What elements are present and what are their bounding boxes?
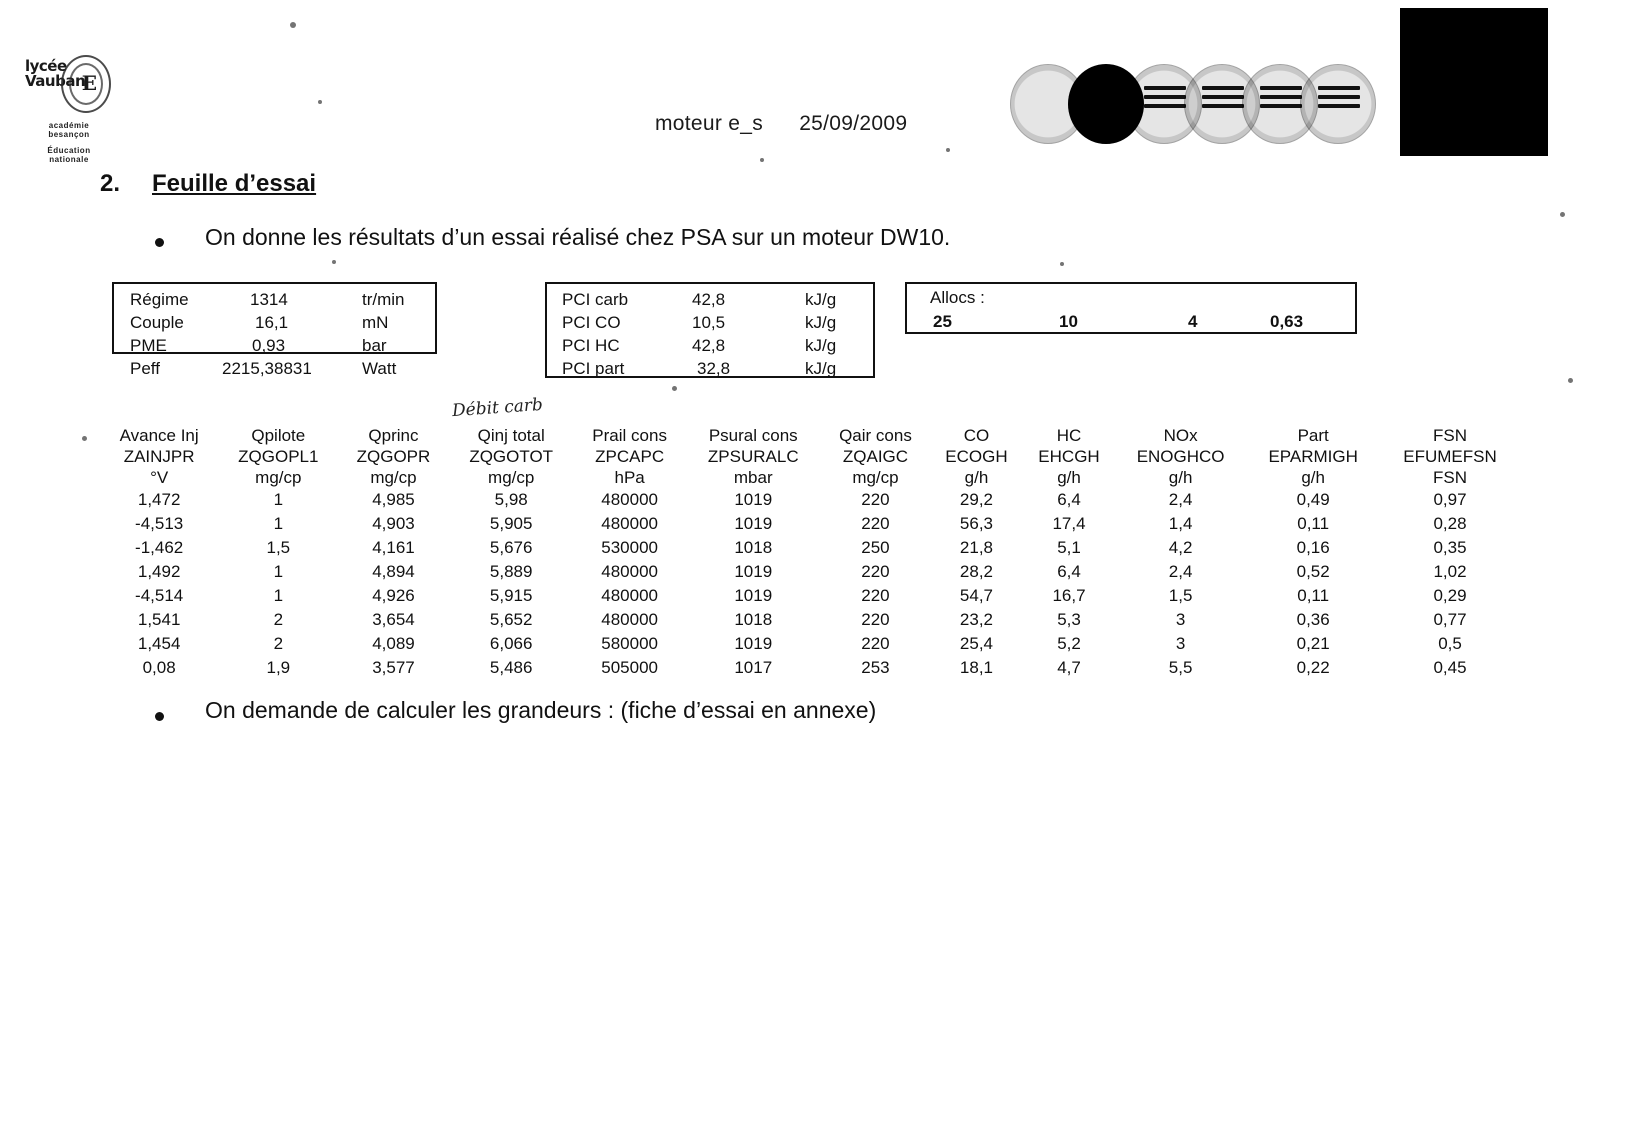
cell: 220 — [861, 634, 890, 653]
cell: 1,5 — [266, 538, 291, 557]
col-name-6: Qair cons — [839, 426, 912, 445]
col-name-9: NOx — [1163, 426, 1198, 445]
cell: 6,4 — [1057, 562, 1081, 581]
cell: 1017 — [734, 658, 773, 677]
intro-text: On donne les résultats d’un essai réalisé chez PSA sur un moteur DW10. — [205, 224, 951, 250]
cell: 220 — [861, 586, 890, 605]
pci-label-hc: PCI HC — [562, 336, 620, 355]
logo-subtitle-education: Éducation nationale — [47, 146, 91, 164]
scan-speck — [1060, 262, 1064, 266]
logo-subtitle-academie: académie besançon — [48, 121, 90, 139]
cell: 5,652 — [489, 610, 533, 629]
scan-speck — [1560, 212, 1565, 217]
col-code-4: ZPCAPC — [595, 447, 665, 466]
cell: 54,7 — [959, 586, 994, 605]
scan-speck — [672, 386, 677, 391]
cell: -4,513 — [135, 514, 184, 533]
cell: 480000 — [601, 610, 658, 629]
cell: 5,889 — [489, 562, 533, 581]
cell: 4,926 — [372, 586, 415, 605]
cell: 480000 — [601, 514, 658, 533]
col-name-7: CO — [963, 426, 990, 445]
col-name-8: HC — [1056, 426, 1082, 445]
cell: 0,5 — [1438, 634, 1462, 653]
scan-circle-6 — [1300, 64, 1376, 144]
cell: 0,29 — [1433, 586, 1467, 605]
cell: 1018 — [734, 538, 773, 557]
col-unit-1: mg/cp — [255, 468, 302, 487]
cell: 1,4 — [1168, 514, 1193, 533]
scan-speck — [290, 22, 296, 28]
col-name-4: Prail cons — [592, 426, 667, 445]
pci-value-hc: 42,8 — [692, 336, 726, 355]
table-body — [100, 488, 1520, 680]
bullet-icon — [155, 238, 164, 247]
logo-emblem — [23, 55, 115, 117]
cell: 0,11 — [1297, 514, 1330, 533]
col-code-6: ZQAIGC — [842, 447, 909, 466]
cell: 1,5 — [1168, 586, 1193, 605]
cell: 1 — [273, 586, 284, 605]
pci-unit-carb: kJ/g — [805, 290, 837, 309]
allocs-value-2: 10 — [1059, 312, 1078, 331]
cell: 5,676 — [489, 538, 533, 557]
cell: 5,3 — [1057, 610, 1081, 629]
scan-speck — [946, 148, 950, 152]
cell: 1 — [273, 514, 284, 533]
pci-value-carb: 42,8 — [692, 290, 726, 309]
cell: 1,472 — [137, 490, 181, 509]
col-code-11: EFUMEFSN — [1403, 447, 1497, 466]
cell: 253 — [861, 658, 890, 677]
scan-speck — [318, 100, 322, 104]
table-row — [100, 584, 1520, 608]
cell: 4,985 — [372, 490, 415, 509]
col-name-11: FSN — [1433, 426, 1468, 445]
cell: 23,2 — [959, 610, 994, 629]
col-unit-2: mg/cp — [370, 468, 417, 487]
cell: 220 — [861, 514, 890, 533]
pci-unit-part: kJ/g — [805, 359, 837, 378]
cell: 1,9 — [266, 658, 291, 677]
cell: 4,903 — [372, 514, 415, 533]
cell: 0,11 — [1297, 586, 1330, 605]
col-code-8: EHCGH — [1038, 447, 1100, 466]
col-name-5: Psural cons — [708, 426, 798, 445]
cell: 5,1 — [1057, 538, 1081, 557]
cell: 21,8 — [959, 538, 994, 557]
cell: 1018 — [734, 610, 773, 629]
cell: 5,486 — [489, 658, 533, 677]
cell: 6,4 — [1057, 490, 1081, 509]
cell: 3 — [1175, 634, 1186, 653]
cell: 1019 — [734, 586, 773, 605]
col-unit-5: mbar — [733, 468, 773, 487]
cell: 0,35 — [1433, 538, 1467, 557]
col-unit-8: g/h — [1057, 468, 1081, 487]
cell: 5,915 — [489, 586, 533, 605]
cell: 56,3 — [959, 514, 994, 533]
pci-label-co: PCI CO — [562, 313, 621, 332]
cell: 18,1 — [959, 658, 994, 677]
cell: 5,2 — [1057, 634, 1081, 653]
cell: 3,577 — [372, 658, 415, 677]
col-code-7: ECOGH — [945, 447, 1008, 466]
cell: 480000 — [601, 586, 658, 605]
cell: 3 — [1175, 610, 1186, 629]
section-number: 2. — [100, 170, 121, 197]
param-label-pme: PME — [130, 336, 167, 355]
cell: 220 — [861, 490, 890, 509]
cell: 0,52 — [1296, 562, 1330, 581]
col-name-10: Part — [1297, 426, 1329, 445]
col-unit-6: mg/cp — [852, 468, 899, 487]
cell: 0,49 — [1296, 490, 1330, 509]
param-value-peff: 2215,38831 — [222, 359, 312, 378]
cell: 480000 — [601, 562, 658, 581]
cell: 2,4 — [1168, 490, 1193, 509]
allocs-value-3: 4 — [1188, 312, 1198, 331]
cell: 480000 — [601, 490, 658, 509]
col-code-3: ZQGOTOT — [469, 447, 554, 466]
cell: 1 — [273, 490, 284, 509]
col-unit-9: g/h — [1168, 468, 1193, 487]
pci-unit-hc: kJ/g — [805, 336, 837, 355]
cell: 2,4 — [1168, 562, 1193, 581]
document-header — [655, 112, 907, 136]
cell: 5,905 — [489, 514, 533, 533]
table-row — [100, 488, 1520, 512]
table-header-codes-row — [100, 446, 1520, 467]
col-code-10: EPARMIGH — [1268, 447, 1358, 466]
col-unit-3: mg/cp — [488, 468, 535, 487]
col-name-1: Qpilote — [251, 426, 306, 445]
table-header-units-row — [100, 467, 1520, 488]
cell: 1019 — [734, 490, 773, 509]
cell: 220 — [861, 562, 890, 581]
scan-artifact-circles — [1010, 58, 1390, 150]
cell: 6,066 — [489, 634, 533, 653]
pci-value-part: 32,8 — [697, 359, 731, 378]
param-unit-couple: mN — [362, 313, 389, 332]
cell: 4,894 — [372, 562, 415, 581]
cell: 0,21 — [1296, 634, 1330, 653]
cell: 25,4 — [959, 634, 994, 653]
table-head — [100, 425, 1520, 488]
col-code-1: ZQGOPL1 — [238, 447, 319, 466]
cell: 29,2 — [959, 490, 994, 509]
table-row — [100, 536, 1520, 560]
cell: 0,77 — [1433, 610, 1467, 629]
cell: 1 — [273, 562, 284, 581]
cell: 1019 — [734, 562, 773, 581]
table-header-names-row — [100, 425, 1520, 446]
cell: 0,97 — [1433, 490, 1467, 509]
col-name-2: Qprinc — [368, 426, 419, 445]
table-row — [100, 608, 1520, 632]
scan-speck — [332, 260, 336, 264]
logo-line2: Vauban — [25, 72, 86, 90]
param-label-couple: Couple — [130, 313, 184, 332]
param-unit-regime: tr/min — [362, 290, 405, 309]
handwritten-annotation: Débit carb — [451, 394, 544, 422]
pci-label-part: PCI part — [562, 359, 625, 378]
col-code-2: ZQGOPR — [356, 447, 431, 466]
document-date: 25/09/2009 — [799, 112, 908, 135]
cell: 1019 — [734, 514, 773, 533]
col-code-5: ZPSURALC — [707, 447, 799, 466]
col-name-0: Avance Inj — [119, 426, 199, 445]
cell: 28,2 — [959, 562, 994, 581]
logo-letter: E — [81, 71, 97, 95]
cell: 1,454 — [137, 634, 181, 653]
cell: 2 — [273, 634, 284, 653]
param-value-pme: 0,93 — [252, 336, 286, 355]
param-unit-pme: bar — [362, 336, 387, 355]
cell: 0,22 — [1296, 658, 1330, 677]
document-label: moteur e_s — [655, 112, 764, 135]
cell: -1,462 — [135, 538, 184, 557]
logo-line1: lycée — [25, 57, 67, 75]
cell: 1019 — [734, 634, 773, 653]
cell: 4,7 — [1057, 658, 1081, 677]
table-row — [100, 656, 1520, 680]
cell: 16,7 — [1052, 586, 1086, 605]
pci-label-carb: PCI carb — [562, 290, 629, 309]
cell: 505000 — [601, 658, 658, 677]
param-label-regime: Régime — [130, 290, 189, 309]
cell: 0,36 — [1296, 610, 1330, 629]
school-logo — [14, 55, 124, 164]
scan-speck — [82, 436, 87, 441]
section-title: Feuille d’essai — [152, 170, 317, 197]
allocs-label: Allocs : — [930, 288, 985, 307]
cell: 1,492 — [137, 562, 181, 581]
cell: 5,5 — [1168, 658, 1193, 677]
cell: 580000 — [601, 634, 658, 653]
param-unit-peff: Watt — [362, 359, 397, 378]
cell: 250 — [861, 538, 890, 557]
cell: -4,514 — [135, 586, 184, 605]
measurements-table — [100, 425, 1520, 680]
cell: 4,161 — [372, 538, 415, 557]
cell: 2 — [273, 610, 284, 629]
cell: 4,2 — [1168, 538, 1193, 557]
param-value-regime: 1314 — [250, 290, 288, 309]
cell: 0,45 — [1433, 658, 1467, 677]
table-row — [100, 512, 1520, 536]
pci-value-co: 10,5 — [692, 313, 726, 332]
cell: 1,02 — [1433, 562, 1467, 581]
cell: 3,654 — [372, 610, 415, 629]
allocs-value-4: 0,63 — [1270, 312, 1304, 331]
table-row — [100, 632, 1520, 656]
scan-artifact-black-box — [1400, 8, 1548, 156]
param-label-peff: Peff — [130, 359, 160, 378]
cell: 5,98 — [494, 490, 528, 509]
col-name-3: Qinj total — [477, 426, 545, 445]
pci-unit-co: kJ/g — [805, 313, 837, 332]
col-unit-7: g/h — [964, 468, 989, 487]
scan-speck — [1568, 378, 1573, 383]
scan-speck — [760, 158, 764, 162]
table-row — [100, 560, 1520, 584]
col-code-0: ZAINJPR — [123, 447, 195, 466]
col-unit-4: hPa — [614, 468, 645, 487]
cell: 0,28 — [1433, 514, 1467, 533]
bullet-icon — [155, 712, 164, 721]
cell: 4,089 — [372, 634, 415, 653]
cell: 0,16 — [1296, 538, 1330, 557]
col-unit-10: g/h — [1301, 468, 1325, 487]
cell: 1,541 — [137, 610, 181, 629]
col-unit-11: FSN — [1433, 468, 1468, 487]
allocs-value-1: 25 — [933, 312, 952, 331]
cell: 530000 — [601, 538, 658, 557]
col-unit-0: °V — [150, 468, 169, 487]
cell: 17,4 — [1052, 514, 1086, 533]
cell: 220 — [861, 610, 890, 629]
closing-text: On demande de calculer les grandeurs : (fiche d’essai en annexe) — [205, 697, 877, 723]
col-code-9: ENOGHCO — [1136, 447, 1225, 466]
cell: 0,08 — [142, 658, 176, 677]
param-value-couple: 16,1 — [255, 313, 289, 332]
